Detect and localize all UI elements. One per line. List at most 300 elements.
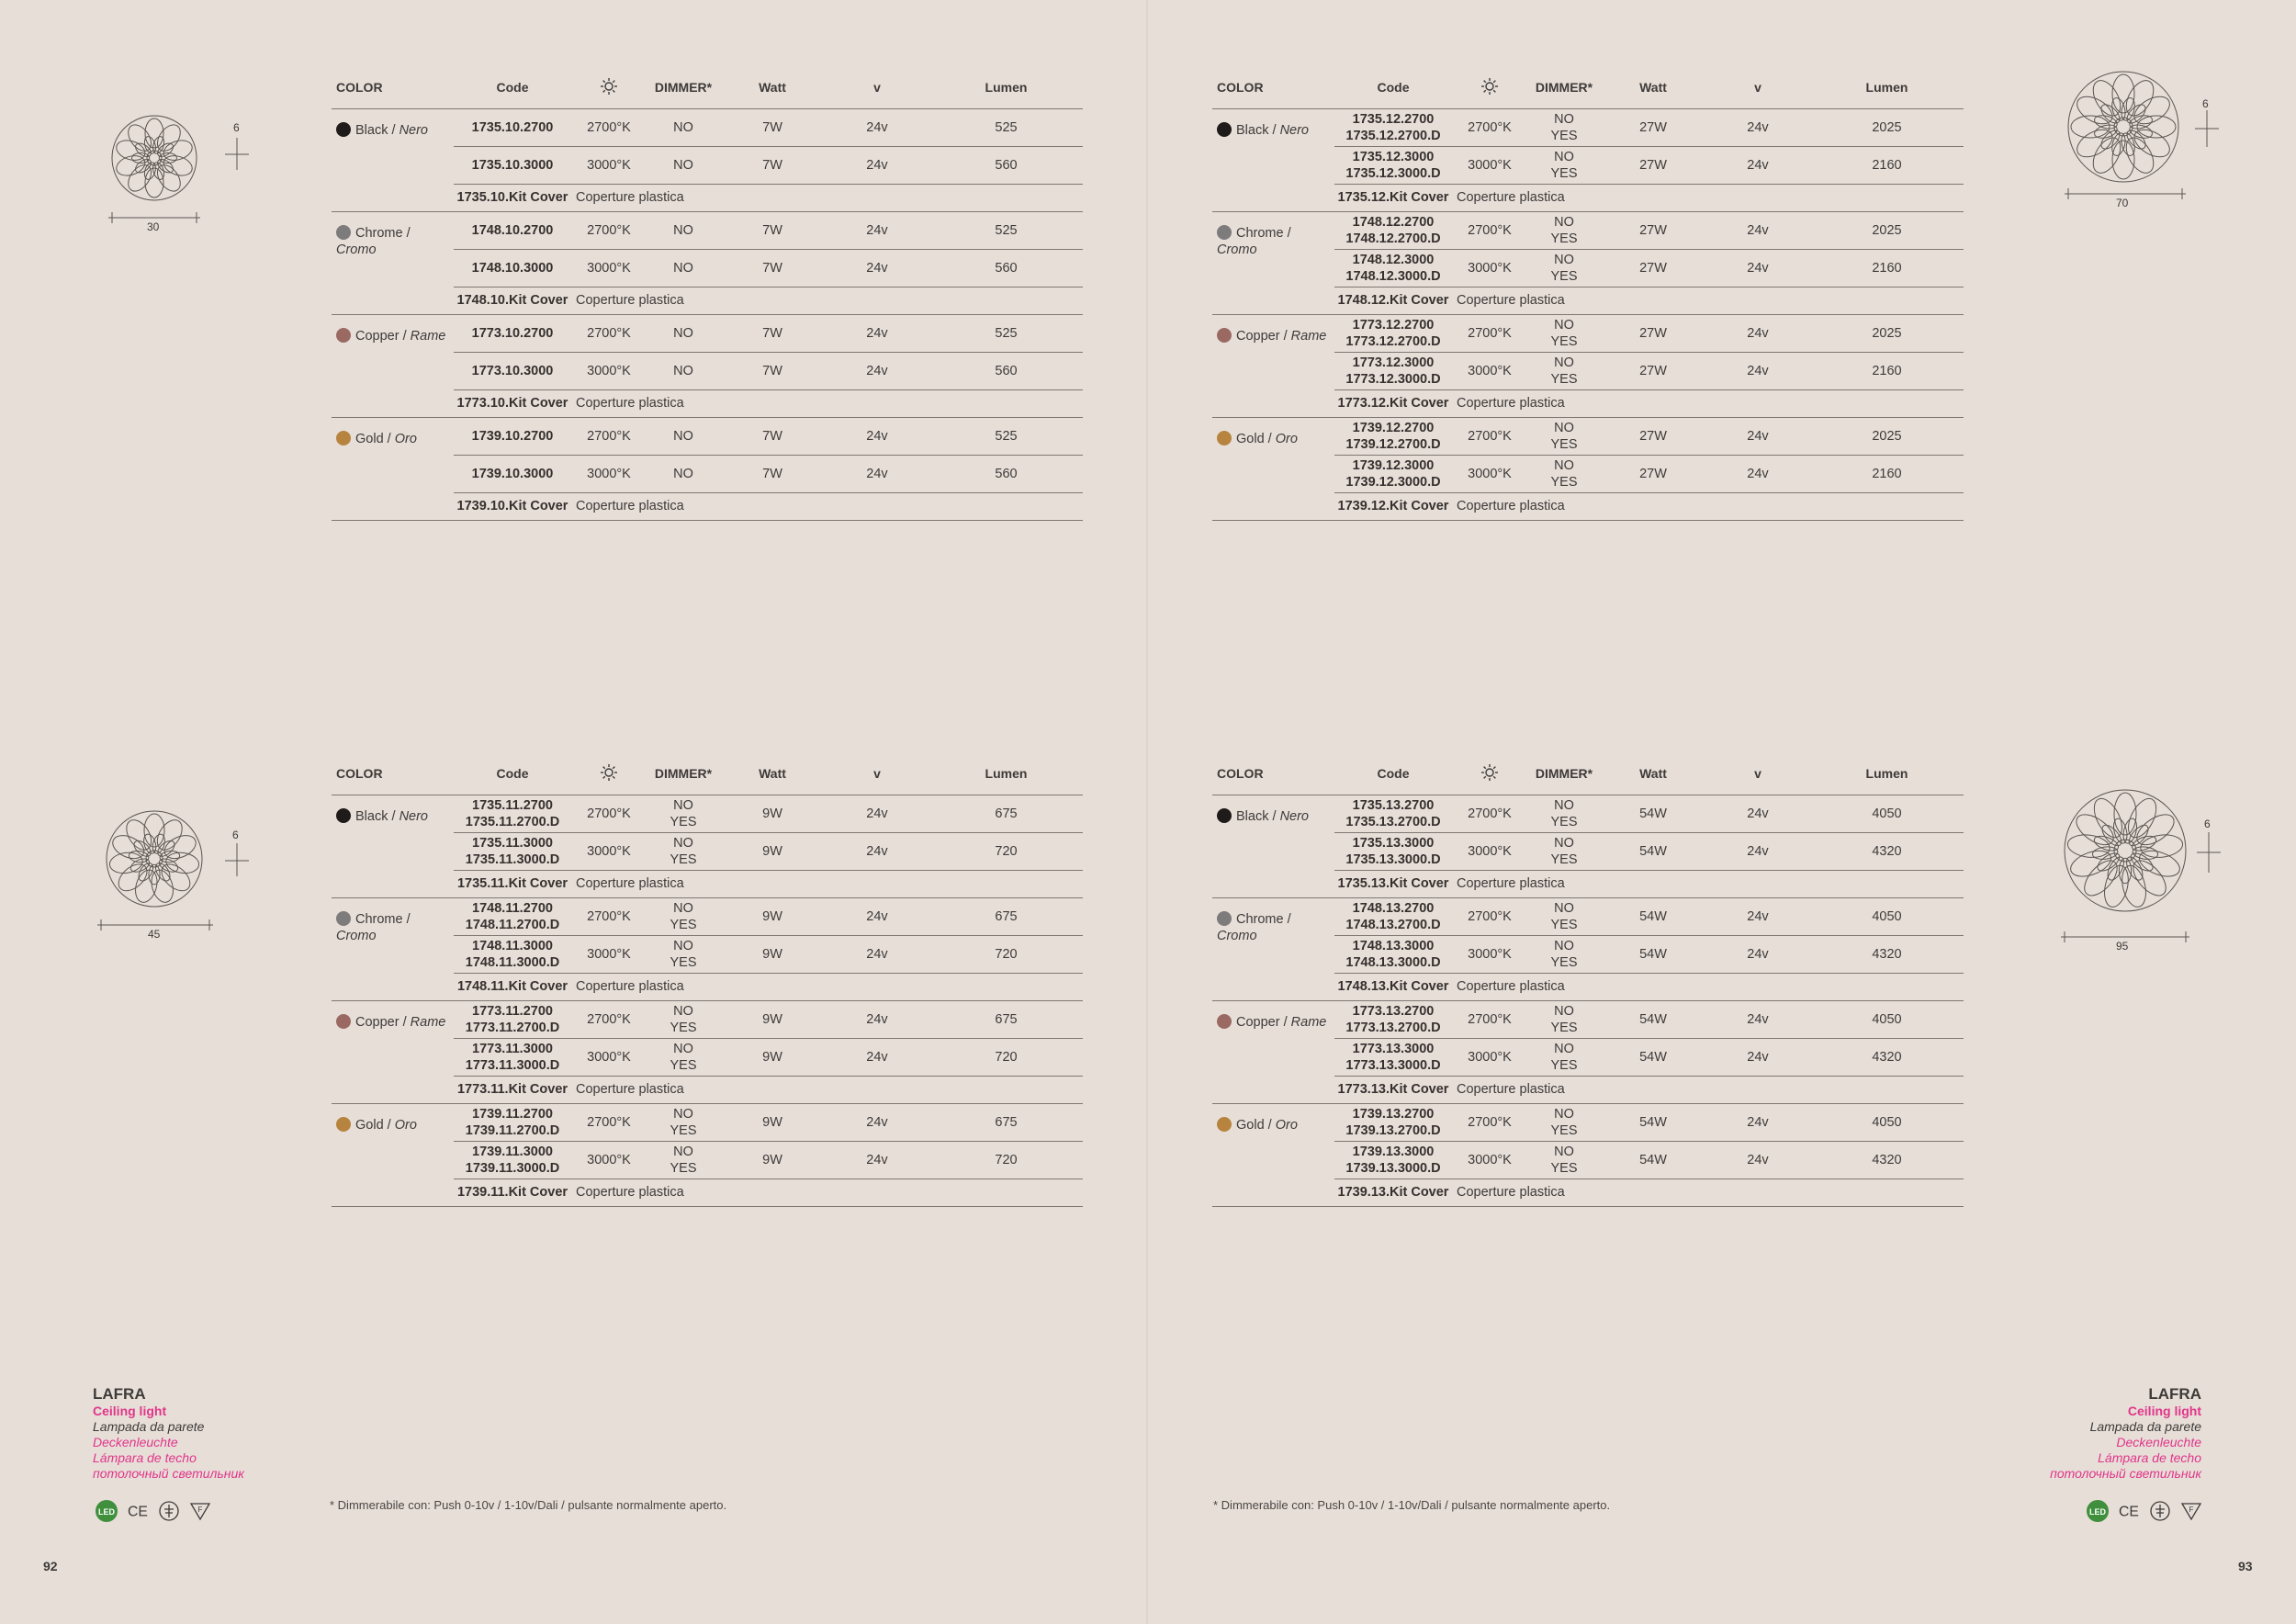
watt-cell: 9W [720,1141,825,1179]
color-swatch [1217,122,1232,137]
kit-code: 1773.12.Kit Cover [1334,389,1452,417]
dimmer-cell [647,314,720,352]
col-header-temperature [571,67,647,108]
code-cell [454,146,571,184]
watt-cell: 27W [1601,352,1705,389]
product-info-right [2018,1385,2201,1482]
product-code: 1739.12.2700.D [1345,436,1441,452]
product-code: 1739.12.3000 [1352,457,1435,473]
voltage-cell: 24v [1705,146,1810,184]
svg-text:LED: LED [2089,1507,2106,1517]
code-cell [454,455,571,492]
color-cell [1212,1103,1334,1206]
product-code: 1735.11.2700.D [465,814,560,829]
dimmer-value: NO [1554,1041,1574,1056]
voltage-cell: 24v [825,417,929,455]
dimmer-cell [1527,1038,1601,1076]
dimmer-value: NO [673,1041,693,1056]
watt-cell: 9W [720,832,825,870]
dimmer-cell [1527,417,1601,455]
temperature-cell: 2700°K [571,314,647,352]
color-name: Copper [355,1014,400,1030]
dimmer-cell [647,935,720,973]
dimmer-value: NO [1554,355,1574,370]
dimmer-cell [1527,1141,1601,1179]
color-name-it: Rame [1290,1014,1327,1030]
dimmer-value: NO [1554,252,1574,267]
dimmer-value: YES [1550,1057,1578,1073]
lumen-cell: 4050 [1810,1000,1964,1038]
technical-drawing-small [99,110,264,243]
code-cell [454,795,571,832]
dimmer-cell [647,1000,720,1038]
product-code: 1739.13.2700.D [1345,1122,1441,1138]
col-header-code: Code [454,67,571,108]
product-code: 1739.11.3000 [472,1144,553,1159]
dimmer-cell [1527,108,1601,146]
technical-drawing-45 [92,808,257,942]
watt-cell: 54W [1601,1103,1705,1141]
voltage-cell: 24v [1705,1103,1810,1141]
kit-description: Coperture plastica [1452,184,1964,211]
dimmer-cell [1527,897,1601,935]
dimmer-cell [647,1038,720,1076]
code-cell [1334,211,1452,249]
temperature-cell: 3000°K [1452,832,1527,870]
col-header-watt: Watt [720,753,825,795]
table-row [1212,417,1964,455]
voltage-cell: 24v [1705,935,1810,973]
color-name: Black [355,122,388,138]
product-code: 1748.11.2700.D [465,917,560,932]
dimmer-value: NO [673,428,693,444]
watt-cell: 9W [720,1000,825,1038]
lumen-cell: 4320 [1810,832,1964,870]
color-swatch [1217,1117,1232,1132]
lumen-cell: 2160 [1810,455,1964,492]
temperature-cell: 3000°K [571,352,647,389]
product-code: 1773.13.3000.D [1345,1057,1441,1073]
code-cell [1334,1038,1452,1076]
color-name-it: Oro [1275,431,1298,446]
dimmer-cell [647,1141,720,1179]
height-label: 6 [2202,97,2209,110]
col-header-temperature [571,753,647,795]
temperature-cell: 3000°K [571,1038,647,1076]
kit-code: 1735.10.Kit Cover [454,184,571,211]
color-name-it: Nero [399,808,428,824]
class-iii-icon [157,1499,181,1523]
dimmer-value: YES [1550,1122,1578,1138]
watt-cell: 7W [720,417,825,455]
lamp-drawing-icon [2052,788,2226,953]
table-header-row [1212,753,1964,795]
code-cell [454,108,571,146]
kit-description: Coperture plastica [1452,287,1964,314]
color-name-it: Oro [1275,1117,1298,1133]
diameter-label: 45 [148,928,161,941]
dimmer-cell [647,1103,720,1141]
watt-cell: 54W [1601,1038,1705,1076]
color-swatch [1217,808,1232,823]
col-header-lumen: Lumen [929,753,1083,795]
color-cell [332,417,454,520]
color-separator: / [1268,122,1280,138]
kit-description: Coperture plastica [571,389,1083,417]
code-cell [454,1000,571,1038]
sun-icon [1480,763,1499,784]
dimmer-cell [647,249,720,287]
product-code: 1773.10.2700 [471,325,554,341]
product-code: 1748.10.3000 [471,260,554,276]
code-cell [1334,314,1452,352]
dimmer-value: YES [1550,231,1578,246]
dimmer-value: NO [673,157,693,173]
dimmer-cell [1527,832,1601,870]
color-name-it: Rame [1290,328,1327,344]
code-cell [1334,1141,1452,1179]
dimmer-value: NO [1554,149,1574,164]
color-swatch [336,431,351,445]
lumen-cell: 4320 [1810,935,1964,973]
color-swatch [336,808,351,823]
color-name-it: Nero [1279,122,1309,138]
code-cell [454,1103,571,1141]
dimmer-value: NO [1554,457,1574,473]
dimmer-value: NO [1554,214,1574,230]
kit-code: 1748.11.Kit Cover [454,973,571,1000]
temperature-cell: 3000°K [571,935,647,973]
dimmer-value: YES [1550,371,1578,387]
product-code: 1748.11.3000 [472,938,553,953]
col-header-voltage: v [825,67,929,108]
product-code: 1735.11.2700 [472,797,553,813]
product-code: 1748.13.3000.D [1345,954,1441,970]
lumen-cell: 4320 [1810,1038,1964,1076]
code-cell [454,314,571,352]
color-separator: / [399,1014,411,1030]
kit-description: Coperture plastica [1452,1076,1964,1103]
voltage-cell: 24v [1705,249,1810,287]
product-type-it: Lampada da parete [2089,1419,2201,1434]
certifications-right [2086,1499,2203,1523]
kit-code: 1739.11.Kit Cover [454,1179,571,1206]
code-cell [454,417,571,455]
col-header-color: COLOR [1212,67,1334,108]
color-name: Gold [355,1117,384,1133]
dimmer-cell [647,897,720,935]
lamp-drawing-icon [92,808,257,937]
product-code: 1748.11.2700 [472,900,553,916]
lumen-cell: 675 [929,897,1083,935]
color-cell [1212,108,1334,211]
watt-cell: 27W [1601,314,1705,352]
kit-code: 1735.13.Kit Cover [1334,870,1452,897]
lumen-cell: 720 [929,935,1083,973]
lumen-cell: 560 [929,455,1083,492]
table-row [332,211,1083,249]
temperature-cell: 2700°K [1452,211,1527,249]
code-cell [454,1141,571,1179]
dimmer-cell [647,417,720,455]
watt-cell: 7W [720,352,825,389]
color-name: Gold [355,431,384,446]
table-header-row [332,753,1083,795]
watt-cell: 7W [720,108,825,146]
product-code: 1735.13.2700.D [1345,814,1441,829]
dimmer-cell [1527,935,1601,973]
code-cell [454,1038,571,1076]
product-name: LAFRA [93,1385,146,1403]
dimmer-value: NO [1554,111,1574,127]
product-type-en: Ceiling light [2127,1404,2201,1418]
col-header-lumen: Lumen [1810,67,1964,108]
dimmer-value: YES [670,814,697,829]
code-cell [1334,1000,1452,1038]
col-header-code: Code [1334,67,1452,108]
col-header-color: COLOR [1212,753,1334,795]
code-cell [1334,108,1452,146]
color-separator: / [388,808,400,824]
spec-table-11 [332,753,1083,1207]
kit-description: Coperture plastica [1452,870,1964,897]
color-name-it: Cromo [336,928,377,943]
color-name: Chrome [355,225,403,241]
lamp-drawing-icon [2057,64,2223,220]
f-mark-icon [2179,1499,2203,1523]
page-number: 93 [2238,1559,2253,1573]
table-row [1212,897,1964,935]
dimmer-cell [647,108,720,146]
dimmer-footnote: * Dimmerabile con: Push 0-10v / 1-10v/Dali / pulsante normalmente aperto. [1213,1498,1611,1512]
product-code: 1773.12.3000.D [1345,371,1441,387]
color-name-it: Nero [399,122,428,138]
color-separator: / [1283,911,1291,927]
voltage-cell: 24v [825,1141,929,1179]
table-header-row [332,67,1083,108]
dimmer-value: YES [670,1160,697,1176]
watt-cell: 54W [1601,832,1705,870]
product-code: 1748.13.2700.D [1345,917,1441,932]
color-name-it: Cromo [1217,928,1257,943]
product-code: 1735.13.3000.D [1345,851,1441,867]
product-code: 1735.13.3000 [1352,835,1435,851]
table-row [332,314,1083,352]
product-code: 1748.12.2700 [1352,214,1435,230]
voltage-cell: 24v [1705,108,1810,146]
dimmer-value: YES [1550,1020,1578,1035]
technical-drawing-70 [2057,64,2223,225]
dimmer-value: NO [1554,797,1574,813]
color-swatch [336,122,351,137]
lumen-cell: 2160 [1810,352,1964,389]
kit-description: Coperture plastica [571,287,1083,314]
temperature-cell: 3000°K [1452,249,1527,287]
color-cell [1212,795,1334,897]
kit-description: Coperture plastica [1452,1179,1964,1206]
voltage-cell: 24v [825,455,929,492]
color-swatch [336,911,351,926]
col-header-temperature [1452,753,1527,795]
svg-text:CE: CE [128,1504,148,1520]
watt-cell: 7W [720,211,825,249]
watt-cell: 7W [720,146,825,184]
dimmer-cell [1527,146,1601,184]
code-cell [1334,352,1452,389]
color-swatch [336,225,351,240]
table-row [1212,211,1964,249]
color-separator: / [1279,328,1291,344]
color-name-it: Rame [410,328,446,344]
color-name: Chrome [1236,911,1284,927]
ce-mark-icon [2117,1499,2141,1523]
voltage-cell: 24v [1705,211,1810,249]
product-code: 1735.10.2700 [471,119,554,135]
product-code: 1739.11.2700.D [465,1122,560,1138]
dimmer-value: NO [673,1144,693,1159]
table-row [332,417,1083,455]
watt-cell: 27W [1601,249,1705,287]
product-code: 1735.12.2700.D [1345,128,1441,143]
product-type-ru: потолочный светильник [93,1466,244,1481]
voltage-cell: 24v [825,832,929,870]
lumen-cell: 525 [929,314,1083,352]
kit-code: 1748.13.Kit Cover [1334,973,1452,1000]
page-number: 92 [43,1559,58,1573]
product-type-en: Ceiling light [93,1404,167,1418]
voltage-cell: 24v [1705,417,1810,455]
dimmer-value: YES [1550,814,1578,829]
temperature-cell: 2700°K [1452,1000,1527,1038]
dimmer-value: NO [673,260,693,276]
dimmer-value: YES [1550,268,1578,284]
color-name: Gold [1236,1117,1265,1133]
product-type-ru: потолочный светильник [2050,1466,2201,1481]
product-code: 1735.12.3000 [1352,149,1435,164]
watt-cell: 54W [1601,1141,1705,1179]
voltage-cell: 24v [825,108,929,146]
color-name: Copper [1236,328,1280,344]
color-separator: / [1264,1117,1276,1133]
watt-cell: 9W [720,795,825,832]
temperature-cell: 2700°K [1452,108,1527,146]
dimmer-value: YES [1550,333,1578,349]
color-name: Black [1236,808,1269,824]
color-name-it: Oro [394,431,417,446]
dimmer-cell [647,832,720,870]
lumen-cell: 675 [929,1000,1083,1038]
dimmer-value: YES [1550,954,1578,970]
voltage-cell: 24v [1705,1000,1810,1038]
dimmer-value: NO [673,1106,693,1122]
table-row [332,108,1083,146]
dimmer-value: YES [1550,128,1578,143]
color-separator: / [1268,808,1280,824]
table-row [332,795,1083,832]
color-separator: / [1264,431,1276,446]
product-code: 1773.13.2700.D [1345,1020,1441,1035]
voltage-cell: 24v [825,1103,929,1141]
watt-cell: 54W [1601,935,1705,973]
col-header-code: Code [454,753,571,795]
dimmer-cell [1527,795,1601,832]
watt-cell: 9W [720,1038,825,1076]
code-cell [1334,795,1452,832]
temperature-cell: 2700°K [571,211,647,249]
table-row [332,1103,1083,1141]
dimmer-value: NO [673,835,693,851]
color-separator: / [1279,1014,1291,1030]
voltage-cell: 24v [825,314,929,352]
watt-cell: 27W [1601,146,1705,184]
color-separator: / [402,911,411,927]
watt-cell: 54W [1601,897,1705,935]
product-code: 1735.12.3000.D [1345,165,1441,181]
voltage-cell: 24v [825,211,929,249]
kit-description: Coperture plastica [571,1076,1083,1103]
code-cell [454,352,571,389]
voltage-cell: 24v [1705,352,1810,389]
kit-code: 1773.10.Kit Cover [454,389,571,417]
dimmer-value: NO [1554,1106,1574,1122]
color-name: Copper [1236,1014,1280,1030]
temperature-cell: 3000°K [1452,935,1527,973]
lumen-cell: 560 [929,249,1083,287]
code-cell [454,832,571,870]
spec-table-13 [1212,753,1964,1207]
dimmer-value: NO [673,938,693,953]
product-code: 1773.12.2700.D [1345,333,1441,349]
col-header-dimmer: DIMMER* [1527,753,1601,795]
dimmer-value: YES [670,954,697,970]
height-label: 6 [232,829,239,841]
diameter-label: 70 [2116,197,2129,209]
product-code: 1773.13.2700 [1352,1003,1435,1019]
product-code: 1739.11.3000.D [465,1160,560,1176]
color-cell [332,1103,454,1206]
height-label: 6 [2204,818,2211,830]
temperature-cell: 3000°K [1452,146,1527,184]
col-header-dimmer: DIMMER* [1527,67,1601,108]
product-type-de: Deckenleuchte [93,1435,178,1449]
product-code: 1773.10.3000 [471,363,554,378]
code-cell [1334,417,1452,455]
voltage-cell: 24v [825,352,929,389]
product-type-es: Lámpara de techo [2098,1450,2201,1465]
dimmer-value: NO [1554,317,1574,333]
product-type-it: Lampada da parete [93,1419,205,1434]
col-header-lumen: Lumen [1810,753,1964,795]
watt-cell: 7W [720,249,825,287]
temperature-cell: 3000°K [571,249,647,287]
voltage-cell: 24v [1705,1038,1810,1076]
kit-description: Coperture plastica [1452,389,1964,417]
lumen-cell: 525 [929,211,1083,249]
diameter-label: 95 [2116,940,2129,953]
product-code: 1748.13.3000 [1352,938,1435,953]
voltage-cell: 24v [1705,314,1810,352]
color-swatch [1217,328,1232,343]
dimmer-value: YES [670,1122,697,1138]
color-separator: / [402,225,411,241]
kit-code: 1748.10.Kit Cover [454,287,571,314]
technical-drawing-95 [2052,788,2226,958]
dimmer-cell [647,211,720,249]
table-row [1212,1103,1964,1141]
kit-description: Coperture plastica [571,973,1083,1000]
voltage-cell: 24v [1705,455,1810,492]
code-cell [1334,455,1452,492]
